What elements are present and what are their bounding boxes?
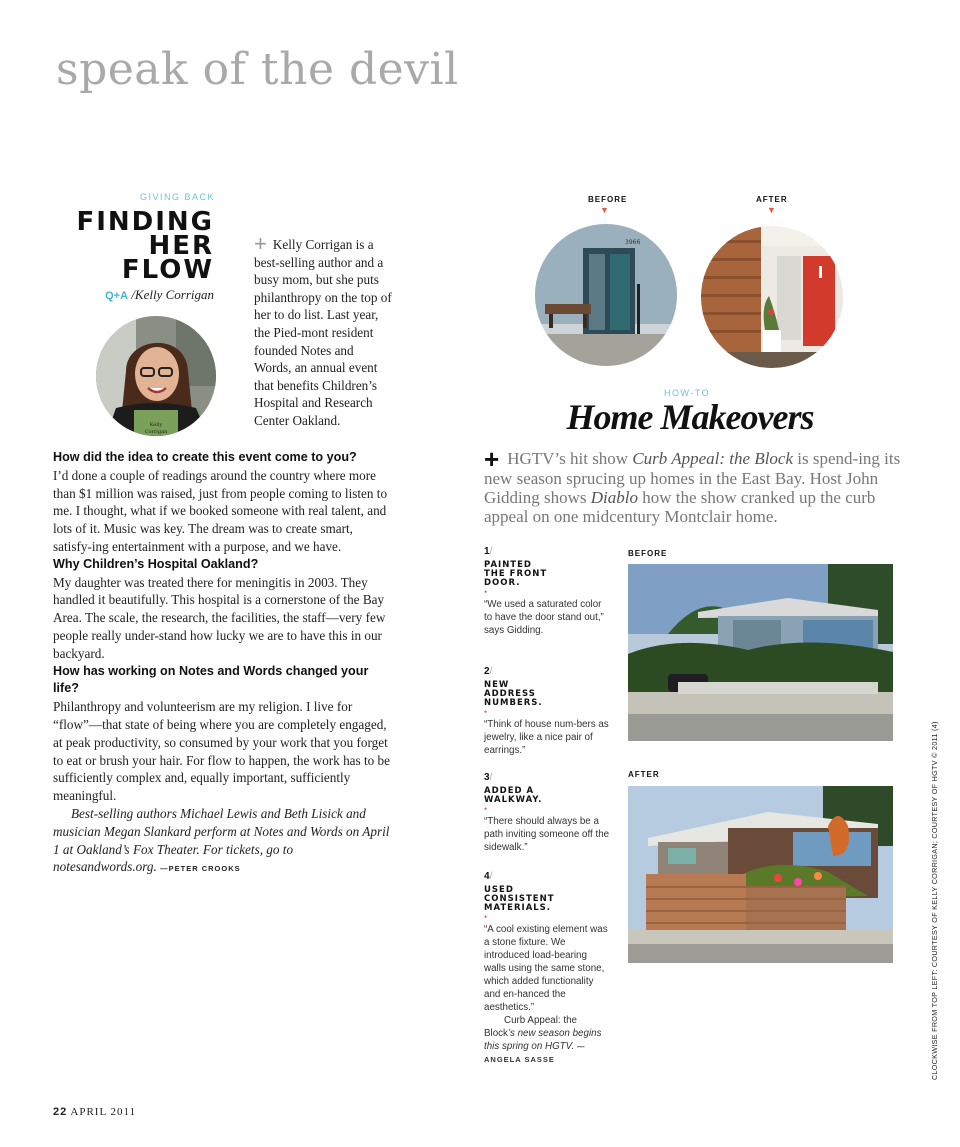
book-cover-text: Kelly xyxy=(149,422,163,428)
show-name: Curb Appeal: the Block xyxy=(484,1015,577,1039)
answer-3: Philanthropy and volunteerism are my religion. I live for “flow”—that state of being where you are completely engaged, at peak productivity, so consumed by your work that you forget to eat or brush your hair. For flow to happen, the work has to be sufficiently complex and, equally important, sufficiently meaningful. xyxy=(53,699,390,804)
event-note-text: Best-selling authors Michael Lewis and Beth Lisick and musician Megan Slankard perform at Notes and Words on April 1 at Oakland’s Fox Theater. For tickets, go to notesandwords.org. xyxy=(53,805,390,875)
step-2 xyxy=(484,666,610,757)
after-arrow-icon: ▼ xyxy=(767,205,776,215)
after-door-photo xyxy=(701,226,843,368)
portrait-illustration xyxy=(96,316,216,436)
red-dot-icon: • xyxy=(484,707,488,717)
step-number: 2/ xyxy=(484,666,493,677)
headline-line-2: HER xyxy=(148,231,214,261)
photo-before-label: BEFORE xyxy=(628,549,668,558)
red-dot-icon: • xyxy=(484,804,488,814)
kelly-corrigan-portrait xyxy=(96,316,216,436)
red-dot-icon: • xyxy=(484,587,488,597)
event-note xyxy=(53,805,393,878)
author-credit: —PETER CROOKS xyxy=(160,864,241,874)
deck-show-name: Curb Appeal: the Block xyxy=(632,449,794,468)
step-heading: USED CONSISTENT MATERIALS. xyxy=(484,885,555,913)
step-text: “There should always be a path inviting someone off the sidewalk.” xyxy=(484,816,610,853)
article-intro xyxy=(254,231,394,430)
step-1 xyxy=(484,546,610,637)
qa-byline xyxy=(100,287,214,303)
red-dot-icon: • xyxy=(484,912,488,922)
closing-note xyxy=(484,1014,610,1066)
headline-line-1: FINDING xyxy=(76,207,214,237)
closing-credit: —ANGELA SASSE xyxy=(484,1042,586,1064)
svg-text:Corrigan: Corrigan xyxy=(144,429,168,435)
article-headline xyxy=(60,207,214,285)
deck-part-3: how the show cranked up the curb appeal on one midcentury Montclair home. xyxy=(484,488,876,526)
step-number: 4/ xyxy=(484,871,493,882)
deck-part-1: HGTV’s hit show xyxy=(507,449,633,468)
before-label: BEFORE xyxy=(588,195,628,204)
issue-date: APRIL 2011 xyxy=(70,1106,137,1118)
step-text: “Think of house num-bers as jewelry, like a nice pair of earrings.” xyxy=(484,719,609,756)
step-text: “A cool existing element was a stone fixture. We introduced load-bearing walls using the same stone, which added functionality and en-hanced the aesthetics.” xyxy=(484,924,608,1013)
closing-text: ’s new season begins this spring on HGTV. xyxy=(484,1028,602,1052)
step-heading: PAINTED THE FRONT DOOR. xyxy=(484,560,548,588)
qa-label: Q+A xyxy=(105,290,129,302)
how-to-kicker: HOW-TO xyxy=(664,388,711,398)
page-folio xyxy=(53,1106,136,1118)
section-title: speak of the devil xyxy=(56,44,459,95)
house-number-text: 3966 xyxy=(625,239,641,246)
step-heading: NEW ADDRESS NUMBERS. xyxy=(484,680,543,708)
before-door-illustration xyxy=(535,224,677,366)
after-label: AFTER xyxy=(756,195,788,204)
answer-1: I’d done a couple of readings around the country where more than $1 million was raised, just from people coming to listen to me. I thought, what if we booked someone with real talent, and lots of it. Music was key. The dream was to create smart, satisfy-ing entertainment with a purpose, and we have. xyxy=(53,467,388,554)
step-number: 3/ xyxy=(484,772,493,783)
before-door-photo xyxy=(535,224,677,366)
page-number: 22 xyxy=(53,1106,68,1118)
question-2: Why Children’s Hospital Oakland? xyxy=(53,556,259,571)
before-arrow-icon: ▼ xyxy=(600,205,609,215)
deck-part-2: is spend-ing its new season sprucing up homes in the East Bay. Host John Gidding shows xyxy=(484,449,901,507)
intro-text: Kelly Corrigan is a best-selling author and a busy mom, but she puts philanthropy on the top of her to do list. Last year, the Pied-mont resident founded Notes and Words, an annual event that benefits Children’s Hospital and Research Center Oakland. xyxy=(254,237,392,428)
headline-line-3: FLOW xyxy=(121,255,214,285)
photo-credit-vertical: CLOCKWISE FROM TOP LEFT: COURTESY OF KELLY CORRIGAN; COURTESY OF HGTV © 2011 (4) xyxy=(930,721,939,1080)
house-before-photo xyxy=(628,564,893,741)
qa-name: /Kelly Corrigan xyxy=(131,287,214,302)
home-makeovers-deck xyxy=(484,444,904,526)
plus-icon: + xyxy=(484,444,500,474)
plus-icon: + xyxy=(254,231,267,256)
step-4 xyxy=(484,871,610,1066)
step-3 xyxy=(484,772,610,854)
answer-2: My daughter was treated there for meningitis in 2003. They handled it beautifully. This hospital is a cornerstone of the Bay Area. The scale, the research, the facilities, the staff—very few people really under-stand how lucky we are to have this in our backyard. xyxy=(53,574,386,661)
house-after-photo xyxy=(628,786,893,963)
giving-back-kicker: GIVING BACK xyxy=(140,192,216,202)
qa-body xyxy=(53,449,393,878)
deck-magazine-name: Diablo xyxy=(590,488,638,507)
step-number: 1/ xyxy=(484,546,493,557)
step-heading: ADDED A WALKWAY. xyxy=(484,786,543,805)
photo-after-label: AFTER xyxy=(628,770,660,779)
home-makeovers-title: Home Makeovers xyxy=(566,397,814,437)
question-3: How has working on Notes and Words changed your life? xyxy=(53,663,369,696)
step-text: “We used a saturated color to have the door stand out,” says Gidding. xyxy=(484,599,604,636)
question-1: How did the idea to create this event come to you? xyxy=(53,450,357,464)
